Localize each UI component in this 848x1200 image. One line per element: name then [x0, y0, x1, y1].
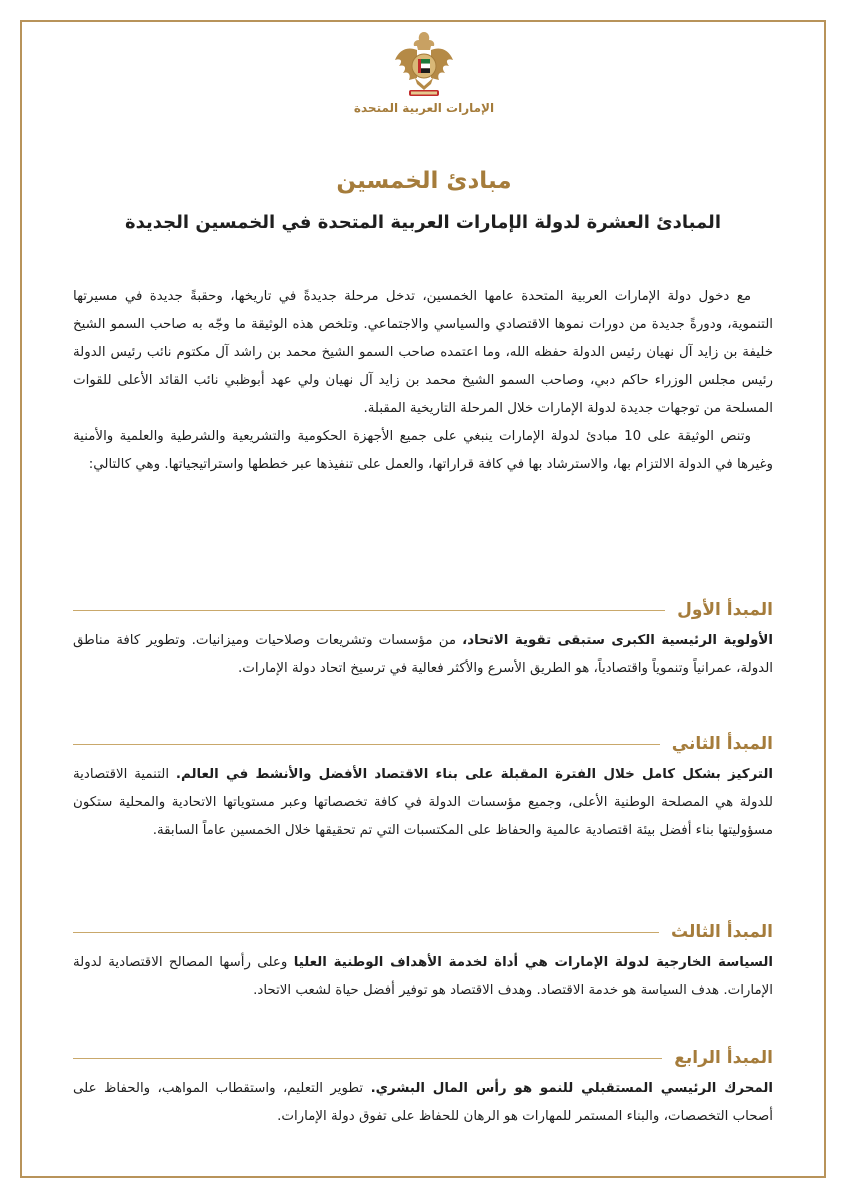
- principle-section: [73, 731, 773, 845]
- principle-body: [73, 1075, 773, 1131]
- country-name: الإمارات العربية المتحدة: [353, 101, 495, 115]
- principle-lead: الأولوية الرئيسية الكبرى ستبقى تقوية الاتحاد،: [462, 633, 773, 648]
- intro-paragraph: وتنص الوثيقة على 10 مبادئ لدولة الإمارات ينبغي على جميع الأجهزة الحكومية والتشريعية والشرطية والعلمية والأمنية وغيرها في الدولة الالتزام بها، والاسترشاد بها في كافة قراراتها، والعمل على تنفيذها عبر خططها واستراتيجياتها. وهي كالتالي:: [73, 429, 773, 472]
- principle-title: المبدأ الرابع: [674, 1048, 773, 1068]
- principle-section: [73, 1045, 773, 1131]
- divider: [73, 932, 659, 933]
- principle-text: تطوير التعليم، واستقطاب المواهب، والحفاظ على أصحاب التخصصات، والبناء المستمر للمهارات هو الرهان للحفاظ على تفوق دولة الإمارات.: [73, 1081, 773, 1124]
- principle-section: [73, 919, 773, 1005]
- principle-body: [73, 761, 773, 845]
- principle-body: [73, 949, 773, 1005]
- principle-body: [73, 627, 773, 683]
- principle-text: التنمية الاقتصادية للدولة هي المصلحة الوطنية الأعلى، وجميع مؤسسات الدولة في كافة تخصصاتها وعبر مستوياتها الاتحادية والمحلية ستكون مسؤوليتها بناء أفضل بيئة اقتصادية عالمية والحفاظ على المكتسبات التي تم تحقيقها خلال الخمسين عاماً السابقة.: [73, 767, 773, 838]
- principle-title: المبدأ الأول: [677, 600, 773, 620]
- principle-text: من مؤسسات وتشريعات وصلاحيات وميزانيات. وتطوير كافة مناطق الدولة، عمرانياً وتنموياً واقتصادياً، هو الطريق الأسرع والأكثر فعالية في ترسيخ اتحاد دولة الإمارات.: [73, 633, 773, 676]
- intro-paragraph: مع دخول دولة الإمارات العربية المتحدة عامها الخمسين، تدخل مرحلة جديدةً في تاريخها، وحقبةً جديدة في مسيرتها التنموية، ودورةً جديدة من دورات نموها الاقتصادي والسياسي والاجتماعي. وتلخص هذه الوثيقة ما وجّه به صاحب السمو الشيخ خليفة بن زايد آل نهيان رئيس الدولة حفظه الله، وما اعتمده صاحب السمو الشيخ محمد بن راشد آل مكتوم نائب رئيس الدولة رئيس مجلس الوزراء حاكم دبي، وصاحب السمو الشيخ محمد بن زايد آل نهيان ولي عهد أبوظبي نائب القائد الأعلى للقوات المسلحة من توجهات جديدة لدولة الإمارات خلال المرحلة التاريخية المقبلة.: [73, 289, 773, 416]
- divider: [73, 1058, 662, 1059]
- page-title: مبادئ الخمسين: [336, 168, 512, 194]
- principle-title: المبدأ الثالث: [670, 922, 773, 942]
- principle-lead: التركيز بشكل كامل خلال الفترة المقبلة على بناء الاقتصاد الأفضل والأنشط في العالم.: [175, 767, 773, 782]
- principle-lead: السياسة الخارجية لدولة الإمارات هي أداة لخدمة الأهداف الوطنية العليا: [293, 955, 773, 970]
- uae-emblem-icon: [393, 28, 455, 104]
- intro-section: [73, 283, 773, 479]
- divider: [73, 744, 660, 745]
- page-subtitle: المبادئ العشرة لدولة الإمارات العربية المتحدة في الخمسين الجديدة: [125, 212, 721, 233]
- principle-section: [73, 597, 773, 683]
- principle-title: المبدأ الثاني: [671, 734, 773, 754]
- divider: [73, 610, 665, 611]
- principle-lead: المحرك الرئيسي المستقبلي للنمو هو رأس المال البشري.: [370, 1081, 773, 1096]
- principle-text: وعلى رأسها المصالح الاقتصادية لدولة الإمارات. هدف السياسة هو خدمة الاقتصاد. وهدف الاقتصاد هو توفير أفضل حياة لشعب الاتحاد.: [73, 955, 773, 998]
